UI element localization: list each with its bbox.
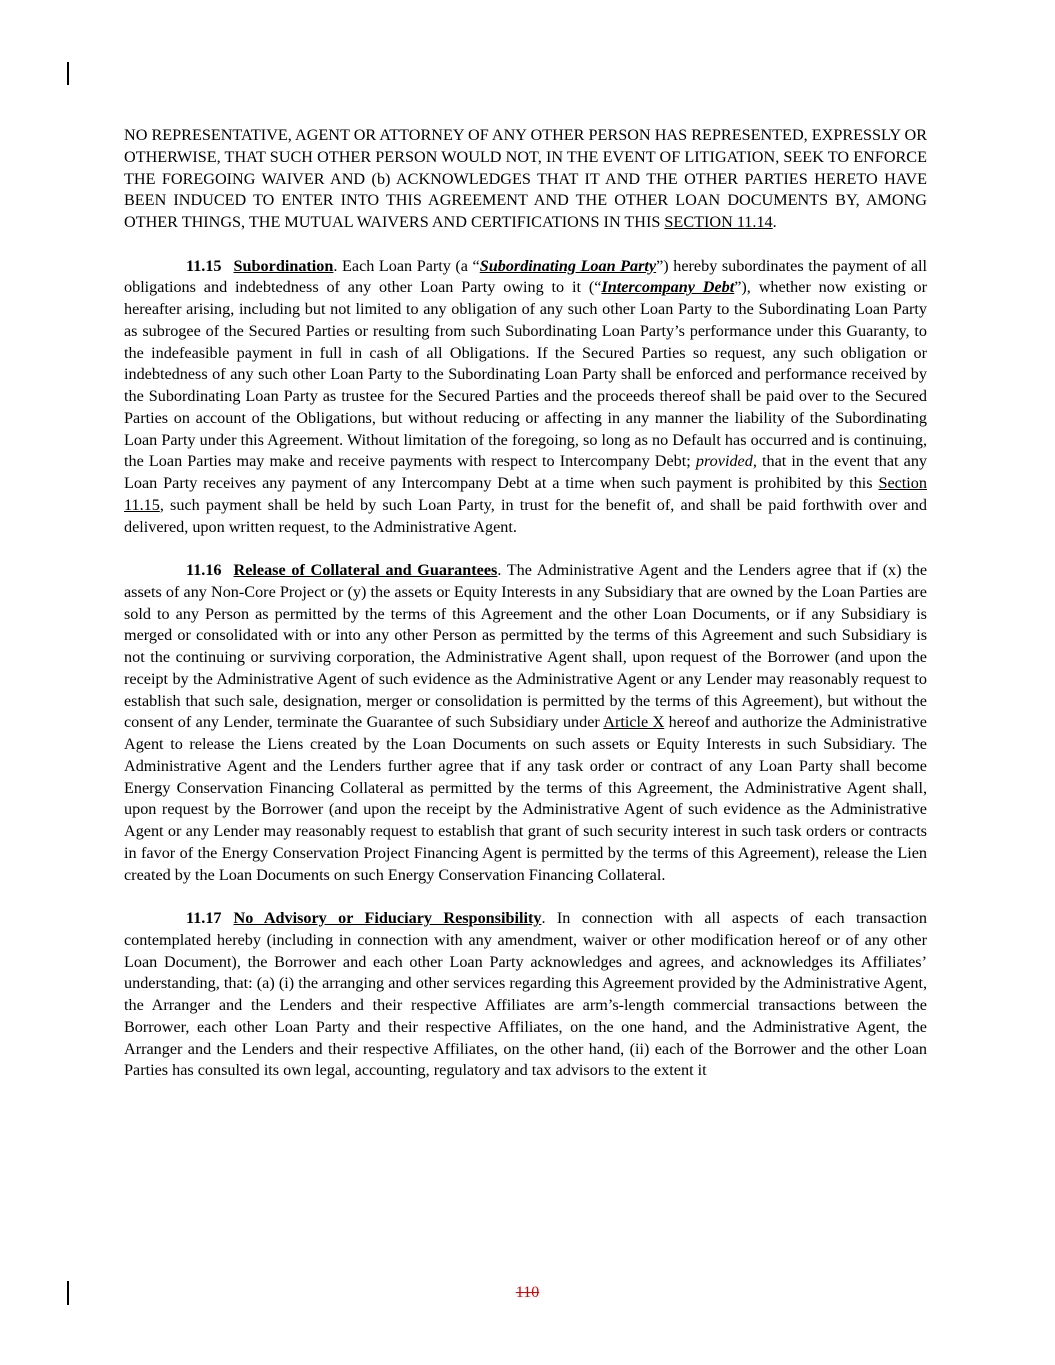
section-11-16: 11.16 Release of Collateral and Guarantees. The Administrative Agent and the Lenders agree that if (x) the assets of any Non-Core Project or (y) the assets or Equity Interests in any Subsidiary that are owned by the Loan Parties are sold to any Person as permitted by the terms of this Agreement and the other Loan Documents, or if any Subsidiary is merged or consolidated with or into any other Person as permitted by the terms of this Agreement and such Subsidiary is not the continuing or surviving corporation, the Administrative Agent shall, upon request of the Borrower (and upon the receipt by the Administrative Agent of such evidence as the Administrative Agent or any Lender may reasonably request to establish that such sale, designation, merger or consolidation is permitted by the terms of this Agreement), but without the consent of any Lender, terminate the Guarantee of such Subsidiary under Article X hereof and authorize the Administrative Agent to release the Liens created by the Loan Documents on such assets or Equity Interests in such Subsidiary. The Administrative Agent and the Lenders further agree that if any task order or contract of any Loan Party shall become Energy Conservation Financing Collateral as permitted by the terms of this Agreement, the Administrative Agent shall, upon request by the Borrower (and upon the receipt by the Administrative Agent of such evidence as the Administrative Agent or any Lender may reasonably request to establish that grant of such security interest in such task orders or contracts in favor of the Energy Conservation Project Financing Agent is permitted by the terms of this Agreement), release the Lien created by the Loan Documents on such Energy Conservation Financing Collateral. bbox=[124, 561, 927, 884]
section-11-15-reference[interactable]: Section 11.15 bbox=[124, 474, 927, 514]
waiver-text: NO REPRESENTATIVE, AGENT OR ATTORNEY OF ANY OTHER PERSON HAS REPRESENTED, EXPRESSLY OR OTHERWISE, THAT SUCH OTHER PERSON WOULD NOT, IN THE EVENT OF LITIGATION, SEEK TO ENFORCE THE FOREGOING WAIVER AND (b) ACKNOWLEDGES THAT IT AND THE OTHER PARTIES HERETO HAVE BEEN INDUCED TO ENTER INTO THIS AGREEMENT AND THE OTHER LOAN DOCUMENTS BY, AMONG OTHER THINGS, THE MUTUAL WAIVERS AND CERTIFICATIONS IN THIS bbox=[124, 126, 927, 231]
section-number: 11.15 bbox=[186, 256, 222, 275]
defined-term-subordinating-loan-party: Subordinating Loan Party bbox=[479, 256, 657, 275]
change-bar-top bbox=[67, 62, 69, 85]
section-heading: No Advisory or Fiduciary Responsibility bbox=[233, 909, 542, 927]
section-11-14-reference[interactable]: SECTION 11.14 bbox=[664, 213, 773, 231]
section-heading: Subordination bbox=[233, 256, 334, 275]
article-x-reference[interactable]: Article X bbox=[603, 713, 665, 732]
section-number: 11.17 bbox=[186, 909, 222, 927]
document-page bbox=[124, 125, 927, 1104]
defined-term-intercompany-debt: Intercompany Debt bbox=[601, 278, 735, 297]
provided-italic: provided bbox=[695, 452, 753, 471]
section-number: 11.16 bbox=[186, 561, 222, 579]
section-11-15: 11.15 Subordination. Each Loan Party (a “Subordinating Loan Party”) hereby subordinates the payment of all obligations and indebtedness of any other Loan Party owing to it (“Intercompany Debt”), whether now existing or hereafter arising, including but not limited to any obligation of any such other Loan Party to the Subordinating Loan Party as subrogee of the Secured Parties or resulting from such Subordinating Loan Party’s performance under this Guaranty, to the indefeasible payment in full in cash of all Obligations. If the Secured Parties so request, any such obligation or indebtedness of any such other Loan Party to the Subordinating Loan Party shall be enforced and performance received by the Subordinating Loan Party as trustee for the Secured Parties and the proceeds thereof shall be paid over to the Secured Parties on account of the Obligations, but without reducing or affecting in any manner the liability of the Subordinating Loan Party under this Agreement. Without limitation of the foregoing, so long as no Default has occurred and is continuing, the Loan Parties may make and receive payments with respect to Intercompany Debt; provided, that in the event that any Loan Party receives any payment of any Intercompany Debt at a time when such payment is prohibited by this Section 11.15, such payment shall be held by such Loan Party, in trust for the benefit of, and shall be paid forthwith over and delivered, upon written request, to the Administrative Agent. bbox=[124, 256, 928, 536]
section-11-17: 11.17 No Advisory or Fiduciary Responsibility. In connection with all aspects of each transaction contemplated hereby (including in connection with any amendment, waiver or other modification hereof or of any other Loan Document), the Borrower and each other Loan Party acknowledges and agrees, and acknowledges its Affiliates’ understanding, that: (a) (i) the arranging and other services regarding this Agreement provided by the Administrative Agent, the Arranger and the Lenders and their respective Affiliates are arm’s-length commercial transactions between the Borrower, each other Loan Party and their respective Affiliates, on the one hand, and the Administrative Agent, the Arranger and the Lenders and their respective Affiliates, on the other hand, (ii) each of the Borrower and the other Loan Parties has consulted its own legal, accounting, regulatory and tax advisors to the extent it bbox=[124, 909, 927, 1080]
page-number: 110 bbox=[515, 1284, 540, 1301]
waiver-paragraph: NO REPRESENTATIVE, AGENT OR ATTORNEY OF ANY OTHER PERSON HAS REPRESENTED, EXPRESSLY OR OTHERWISE, THAT SUCH OTHER PERSON WOULD NOT, IN THE EVENT OF LITIGATION, SEEK TO ENFORCE THE FOREGOING WAIVER AND (b) ACKNOWLEDGES THAT IT AND THE OTHER PARTIES HERETO HAVE BEEN INDUCED TO ENTER INTO THIS AGREEMENT AND THE OTHER LOAN DOCUMENTS BY, AMONG OTHER THINGS, THE MUTUAL WAIVERS AND CERTIFICATIONS IN THIS SECTION 11.14. bbox=[124, 126, 927, 231]
section-heading: Release of Collateral and Guarantees bbox=[233, 561, 498, 579]
